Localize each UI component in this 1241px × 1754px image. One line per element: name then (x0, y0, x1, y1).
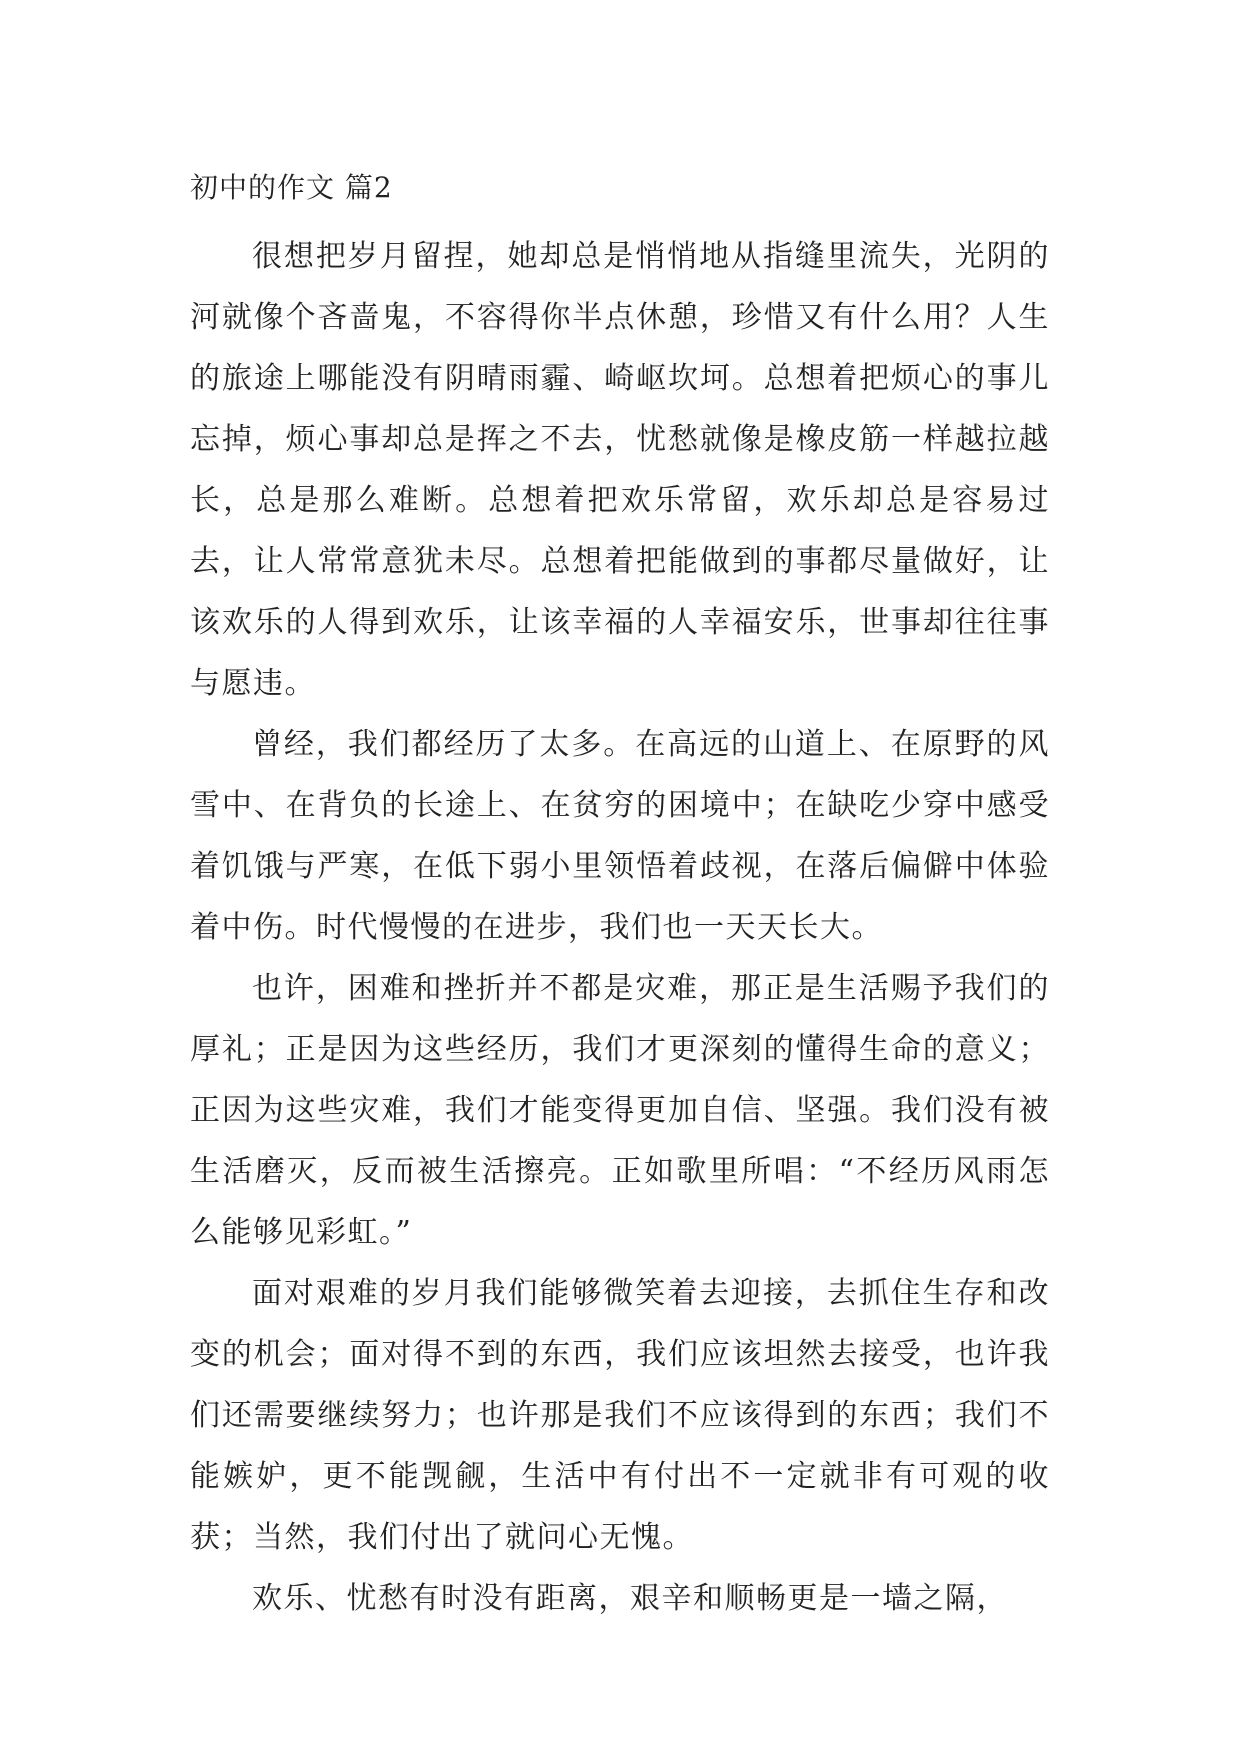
paragraph-5: 欢乐、忧愁有时没有距离，艰辛和顺畅更是一墙之隔， (252, 1581, 1008, 1616)
paragraph-4: 面对艰难的岁月我们能够微笑着去迎接，去抓住生存和改变的机会；面对得不到的东西，我们应该坦然去接受，也许我们还需要继续努力；也许那是我们不应该得到的东西；我们不能嫉妒，更不能觊觎，生活中有付出不一定就非有可观的收获；当然，我们付出了就问心无愧。 (190, 1276, 1050, 1555)
paragraph-3: 也许，困难和挫折并不都是灾难，那正是生活赐予我们的厚礼；正是因为这些经历，我们才更深刻的懂得生命的意义；正因为这些灾难，我们才能变得更加自信、坚强。我们没有被生活磨灭，反而被生活擦亮。正如歌里所唱：“不经历风雨怎么能够见彩虹。” (190, 971, 1050, 1250)
paragraph-1: 很想把岁月留捏，她却总是悄悄地从指缝里流失，光阴的河就像个吝啬鬼，不容得你半点休憩，珍惜又有什么用？人生的旅途上哪能没有阴晴雨霾、崎岖坎坷。总想着把烦心的事儿忘掉，烦心事却总是挥之不去，忧愁就像是橡皮筋一样越拉越长，总是那么难断。总想着把欢乐常留，欢乐却总是容易过去，让人常常意犹未尽。总想着把能做到的事都尽量做好，让该欢乐的人得到欢乐，让该幸福的人幸福安乐，世事却往往事与愿违。 (190, 239, 1050, 701)
paragraph-2: 曾经，我们都经历了太多。在高远的山道上、在原野的风雪中、在背负的长途上、在贫穷的困境中；在缺吃少穿中感受着饥饿与严寒，在低下弱小里领悟着歧视，在落后偏僻中体验着中伤。时代慢慢的在进步，我们也一天天长大。 (190, 727, 1050, 945)
document-body (190, 168, 1050, 1629)
document-title: 初中的作文 篇2 (190, 171, 393, 204)
